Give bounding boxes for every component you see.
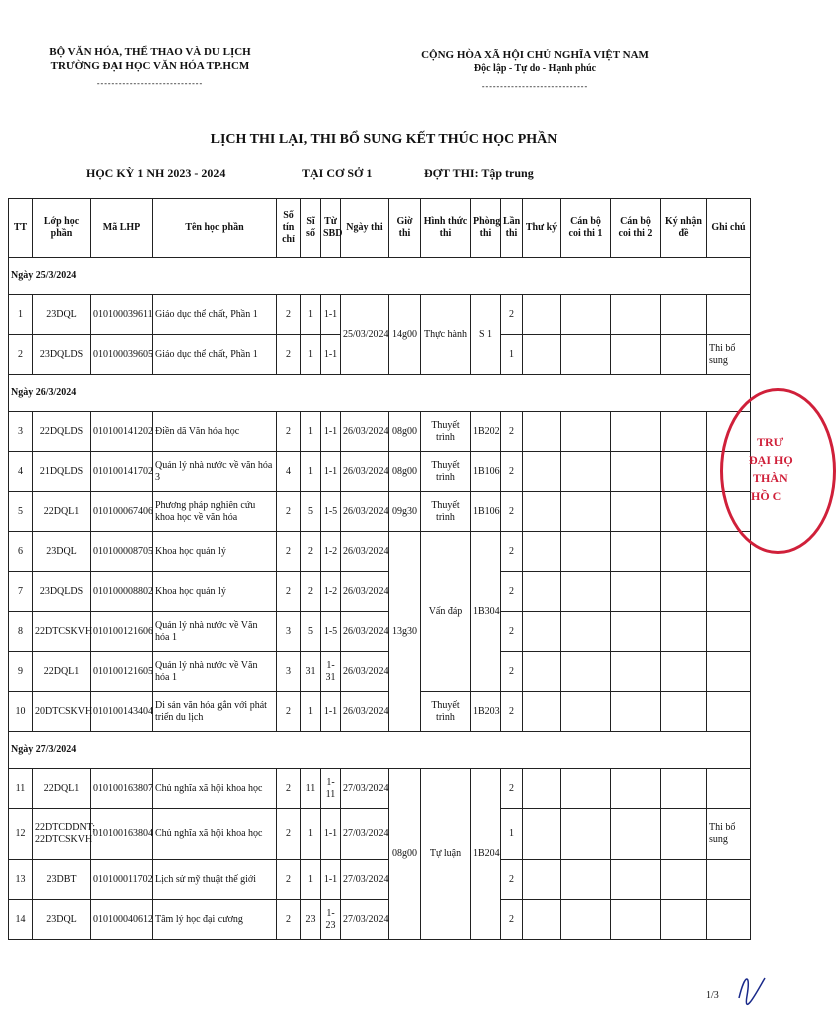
cell-lan: 2 [501, 295, 523, 335]
cell-sbd: 1-5 [321, 492, 341, 532]
cell-thuky [523, 860, 561, 900]
cell-sbd: 1-5 [321, 612, 341, 652]
cell-ss: 1 [301, 335, 321, 375]
column-header: Cán bộ coi thi 2 [611, 199, 661, 258]
table-row [9, 769, 751, 809]
cell-sbd: 1-23 [321, 900, 341, 940]
table-row [9, 295, 751, 335]
cell-cb2 [611, 492, 661, 532]
cell-lop: 23DBT [33, 860, 91, 900]
cell-lan: 1 [501, 809, 523, 860]
column-header: Phòng thi [471, 199, 501, 258]
cell-ngay: 27/03/2024 [341, 809, 389, 860]
table-row [9, 452, 751, 492]
cell-ghichu [707, 692, 751, 732]
official-stamp: TRƯ ĐẠI HỌ THÀN HỒ C [720, 388, 836, 554]
table-row [9, 532, 751, 572]
cell-ghichu [707, 572, 751, 612]
cell-ghichu [707, 860, 751, 900]
cell-ten: Tâm lý học đại cương [153, 900, 277, 940]
cell-sbd: 1-1 [321, 335, 341, 375]
cell-tt: 3 [9, 412, 33, 452]
ministry-name: BỘ VĂN HÓA, THỂ THAO VÀ DU LỊCH [49, 46, 251, 58]
cell-cb2 [611, 612, 661, 652]
cell-ss: 5 [301, 612, 321, 652]
cell-ht: Thực hành [421, 295, 471, 375]
cell-phong: 1B106 [471, 492, 501, 532]
cell-ten: Điền dã Văn hóa học [153, 412, 277, 452]
column-header: Lớp học phần [33, 199, 91, 258]
divider: ----------------------------- [96, 79, 204, 88]
cell-thuky [523, 900, 561, 940]
cell-gio: 09g30 [389, 492, 421, 532]
cell-ten: Giáo dục thể chất, Phần 1 [153, 335, 277, 375]
cell-lop: 22DQLDS [33, 412, 91, 452]
cell-sbd: 1-1 [321, 295, 341, 335]
cell-thuky [523, 335, 561, 375]
column-header: Mã LHP [91, 199, 153, 258]
table-row [9, 492, 751, 532]
table-header-row [9, 199, 751, 258]
cell-cb2 [611, 452, 661, 492]
cell-sbd: 1-2 [321, 572, 341, 612]
cell-sbd: 1-31 [321, 652, 341, 692]
column-header: Số tín chỉ [277, 199, 301, 258]
cell-sbd: 1-11 [321, 769, 341, 809]
cell-gio: 13g30 [389, 532, 421, 732]
cell-ss: 1 [301, 860, 321, 900]
column-header: Hình thức thi [421, 199, 471, 258]
cell-ghichu: Thi bổ sung [707, 335, 751, 375]
cell-gio: 14g00 [389, 295, 421, 375]
cell-lop: 22DQL1 [33, 492, 91, 532]
cell-lop: 23DQLDS [33, 572, 91, 612]
cell-lan: 1 [501, 335, 523, 375]
cell-ma: 010100067406 [91, 492, 153, 532]
cell-tc: 2 [277, 692, 301, 732]
cell-ngay: 26/03/2024 [341, 452, 389, 492]
cell-tt: 4 [9, 452, 33, 492]
cell-ngay: 26/03/2024 [341, 532, 389, 572]
cell-cb1 [561, 572, 611, 612]
cell-ma: 010100163804 [91, 809, 153, 860]
column-header: Ký nhận đề [661, 199, 707, 258]
column-header: Sĩ số [301, 199, 321, 258]
cell-kyde [661, 572, 707, 612]
cell-ngay: 26/03/2024 [341, 492, 389, 532]
table-row [9, 612, 751, 652]
cell-lan: 2 [501, 492, 523, 532]
cell-cb2 [611, 900, 661, 940]
cell-cb1 [561, 492, 611, 532]
cell-ma: 010100163807 [91, 769, 153, 809]
cell-cb1 [561, 769, 611, 809]
cell-ten: Chủ nghĩa xã hội khoa học [153, 809, 277, 860]
cell-thuky [523, 612, 561, 652]
cell-ten: Phương pháp nghiên cứu khoa học về văn hóa [153, 492, 277, 532]
cell-kyde [661, 532, 707, 572]
cell-sbd: 1-1 [321, 860, 341, 900]
day-row: Ngày 27/3/2024 [9, 732, 751, 769]
cell-ghichu [707, 769, 751, 809]
cell-thuky [523, 652, 561, 692]
cell-cb1 [561, 612, 611, 652]
cell-ma: 010100121605 [91, 652, 153, 692]
exam-round-label: ĐỢT THI: Tập trung [424, 166, 534, 180]
cell-ma: 010100011702 [91, 860, 153, 900]
cell-ngay: 26/03/2024 [341, 692, 389, 732]
cell-ma: 010100039611 [91, 295, 153, 335]
cell-kyde [661, 860, 707, 900]
table-row [9, 652, 751, 692]
cell-tt: 6 [9, 532, 33, 572]
cell-ss: 23 [301, 900, 321, 940]
column-header: Tên học phần [153, 199, 277, 258]
cell-ma: 010100143404 [91, 692, 153, 732]
cell-tt: 14 [9, 900, 33, 940]
cell-tt: 10 [9, 692, 33, 732]
cell-lan: 2 [501, 412, 523, 452]
cell-phong: 1B304 [471, 532, 501, 692]
cell-lop: 22DTCDDNT; 22DTCSKVH [33, 809, 91, 860]
cell-ht: Thuyết trình [421, 692, 471, 732]
exam-schedule-table [8, 198, 751, 940]
cell-ma: 010100008705 [91, 532, 153, 572]
cell-ten: Quản lý nhà nước về Văn hóa 1 [153, 652, 277, 692]
cell-tc: 2 [277, 900, 301, 940]
cell-kyde [661, 809, 707, 860]
cell-ghichu [707, 612, 751, 652]
cell-cb2 [611, 652, 661, 692]
page-title: LỊCH THI LẠI, THI BỔ SUNG KẾT THÚC HỌC PHẦN [210, 132, 558, 147]
university-name: TRƯỜNG ĐẠI HỌC VĂN HÓA TP.HCM [50, 60, 250, 72]
semester-label: HỌC KỲ 1 NH 2023 - 2024 [86, 166, 226, 180]
cell-cb2 [611, 412, 661, 452]
cell-ten: Quản lý nhà nước về văn hóa 3 [153, 452, 277, 492]
cell-cb2 [611, 532, 661, 572]
cell-ss: 1 [301, 452, 321, 492]
cell-tc: 2 [277, 295, 301, 335]
cell-cb1 [561, 652, 611, 692]
cell-tc: 2 [277, 769, 301, 809]
cell-ss: 1 [301, 295, 321, 335]
cell-ht: Tự luận [421, 769, 471, 940]
cell-ngay: 27/03/2024 [341, 860, 389, 900]
cell-lop: 22DTCSKVH [33, 612, 91, 652]
cell-tc: 2 [277, 572, 301, 612]
cell-tt: 7 [9, 572, 33, 612]
cell-ss: 1 [301, 412, 321, 452]
cell-ngay: 27/03/2024 [341, 900, 389, 940]
cell-ss: 11 [301, 769, 321, 809]
cell-lop: 23DQL [33, 295, 91, 335]
cell-thuky [523, 492, 561, 532]
cell-ten: Khoa học quản lý [153, 532, 277, 572]
cell-cb1 [561, 452, 611, 492]
cell-ht: Thuyết trình [421, 492, 471, 532]
cell-kyde [661, 900, 707, 940]
cell-cb2 [611, 335, 661, 375]
column-header: Ngày thi [341, 199, 389, 258]
cell-ghichu [707, 295, 751, 335]
cell-ss: 1 [301, 692, 321, 732]
cell-tc: 2 [277, 492, 301, 532]
cell-cb1 [561, 860, 611, 900]
cell-tt: 12 [9, 809, 33, 860]
cell-lop: 23DQLDS [33, 335, 91, 375]
cell-thuky [523, 412, 561, 452]
cell-tc: 4 [277, 452, 301, 492]
cell-ss: 31 [301, 652, 321, 692]
cell-gio: 08g00 [389, 769, 421, 940]
signature-icon [735, 968, 767, 1008]
cell-ngay: 26/03/2024 [341, 612, 389, 652]
cell-lop: 20DTCSKVH [33, 692, 91, 732]
column-header: Ghi chú [707, 199, 751, 258]
divider: ----------------------------- [481, 82, 589, 91]
page-number: 1/3 [706, 990, 719, 1001]
cell-ss: 5 [301, 492, 321, 532]
column-header: Từ SBD [321, 199, 341, 258]
cell-lan: 2 [501, 900, 523, 940]
cell-tc: 2 [277, 860, 301, 900]
cell-tt: 8 [9, 612, 33, 652]
cell-ten: Giáo dục thể chất, Phần 1 [153, 295, 277, 335]
column-header: Giờ thi [389, 199, 421, 258]
cell-lop: 21DQLDS [33, 452, 91, 492]
table-row [9, 572, 751, 612]
column-header: Cán bộ coi thi 1 [561, 199, 611, 258]
cell-lan: 2 [501, 452, 523, 492]
cell-kyde [661, 612, 707, 652]
cell-ma: 010100141202 [91, 412, 153, 452]
cell-tt: 11 [9, 769, 33, 809]
cell-thuky [523, 295, 561, 335]
cell-thuky [523, 452, 561, 492]
cell-tc: 3 [277, 652, 301, 692]
cell-cb2 [611, 860, 661, 900]
campus-label: TẠI CƠ SỞ 1 [302, 166, 373, 180]
republic-header [420, 48, 650, 94]
cell-tc: 2 [277, 412, 301, 452]
cell-ngay: 27/03/2024 [341, 769, 389, 809]
column-header: Lần thi [501, 199, 523, 258]
cell-phong: S 1 [471, 295, 501, 375]
cell-sbd: 1-2 [321, 532, 341, 572]
republic-name: CỘNG HÒA XÃ HỘI CHỦ NGHĨA VIỆT NAM [421, 49, 649, 61]
cell-ten: Di sản văn hóa gắn với phát triển du lịch [153, 692, 277, 732]
day-row: Ngày 26/3/2024 [9, 375, 751, 412]
cell-cb1 [561, 692, 611, 732]
cell-thuky [523, 532, 561, 572]
cell-tt: 2 [9, 335, 33, 375]
cell-ngay: 26/03/2024 [341, 652, 389, 692]
cell-lop: 22DQL1 [33, 769, 91, 809]
cell-sbd: 1-1 [321, 809, 341, 860]
table-row [9, 900, 751, 940]
cell-ht: Vấn đáp [421, 532, 471, 692]
cell-lan: 2 [501, 652, 523, 692]
cell-lop: 23DQL [33, 532, 91, 572]
cell-kyde [661, 335, 707, 375]
cell-ma: 010100008802 [91, 572, 153, 612]
cell-sbd: 1-1 [321, 692, 341, 732]
cell-ngay: 26/03/2024 [341, 412, 389, 452]
cell-ht: Thuyết trình [421, 412, 471, 452]
table-row [9, 809, 751, 860]
cell-ma: 010100141702 [91, 452, 153, 492]
cell-cb1 [561, 412, 611, 452]
cell-thuky [523, 809, 561, 860]
cell-ss: 1 [301, 809, 321, 860]
cell-lop: 22DQL1 [33, 652, 91, 692]
cell-thuky [523, 769, 561, 809]
table-row [9, 860, 751, 900]
cell-ghichu [707, 652, 751, 692]
cell-ht: Thuyết trình [421, 452, 471, 492]
day-row: Ngày 25/3/2024 [9, 258, 751, 295]
cell-kyde [661, 412, 707, 452]
cell-cb2 [611, 572, 661, 612]
cell-ten: Khoa học quản lý [153, 572, 277, 612]
cell-kyde [661, 769, 707, 809]
table-row [9, 412, 751, 452]
cell-ghichu: Thi bổ sung [707, 809, 751, 860]
cell-cb2 [611, 809, 661, 860]
column-header: TT [9, 199, 33, 258]
cell-phong: 1B106 [471, 452, 501, 492]
cell-ten: Chủ nghĩa xã hội khoa học [153, 769, 277, 809]
cell-ngay: 26/03/2024 [341, 572, 389, 612]
cell-ghichu [707, 900, 751, 940]
cell-ss: 2 [301, 572, 321, 612]
cell-ma: 010100121606 [91, 612, 153, 652]
cell-lan: 2 [501, 692, 523, 732]
cell-tt: 13 [9, 860, 33, 900]
cell-thuky [523, 572, 561, 612]
cell-cb1 [561, 809, 611, 860]
cell-tc: 2 [277, 532, 301, 572]
cell-lop: 23DQL [33, 900, 91, 940]
cell-phong: 1B203 [471, 692, 501, 732]
cell-kyde [661, 492, 707, 532]
cell-tc: 2 [277, 335, 301, 375]
cell-cb2 [611, 295, 661, 335]
cell-cb1 [561, 900, 611, 940]
cell-cb2 [611, 692, 661, 732]
cell-tt: 1 [9, 295, 33, 335]
cell-kyde [661, 295, 707, 335]
cell-cb1 [561, 335, 611, 375]
cell-thuky [523, 692, 561, 732]
cell-lan: 2 [501, 769, 523, 809]
cell-phong: 1B204 [471, 769, 501, 940]
table-row [9, 692, 751, 732]
cell-kyde [661, 692, 707, 732]
cell-cb2 [611, 769, 661, 809]
motto: Độc lập - Tự do - Hạnh phúc [473, 63, 597, 74]
cell-ten: Lịch sử mỹ thuật thế giới [153, 860, 277, 900]
cell-ss: 2 [301, 532, 321, 572]
cell-sbd: 1-1 [321, 452, 341, 492]
cell-tc: 2 [277, 809, 301, 860]
cell-tc: 3 [277, 612, 301, 652]
cell-ma: 010100039605 [91, 335, 153, 375]
cell-lan: 2 [501, 612, 523, 652]
column-header: Thư ký [523, 199, 561, 258]
cell-cb1 [561, 295, 611, 335]
cell-tt: 5 [9, 492, 33, 532]
cell-ngay: 25/03/2024 [341, 295, 389, 375]
cell-sbd: 1-1 [321, 412, 341, 452]
cell-lan: 2 [501, 572, 523, 612]
cell-ten: Quản lý nhà nước về Văn hóa 1 [153, 612, 277, 652]
cell-cb1 [561, 532, 611, 572]
cell-ma: 010100040612 [91, 900, 153, 940]
cell-gio: 08g00 [389, 412, 421, 452]
cell-kyde [661, 452, 707, 492]
cell-tt: 9 [9, 652, 33, 692]
cell-lan: 2 [501, 860, 523, 900]
cell-phong: 1B202 [471, 412, 501, 452]
cell-gio: 08g00 [389, 452, 421, 492]
cell-lan: 2 [501, 532, 523, 572]
cell-kyde [661, 652, 707, 692]
ministry-header [40, 45, 260, 91]
